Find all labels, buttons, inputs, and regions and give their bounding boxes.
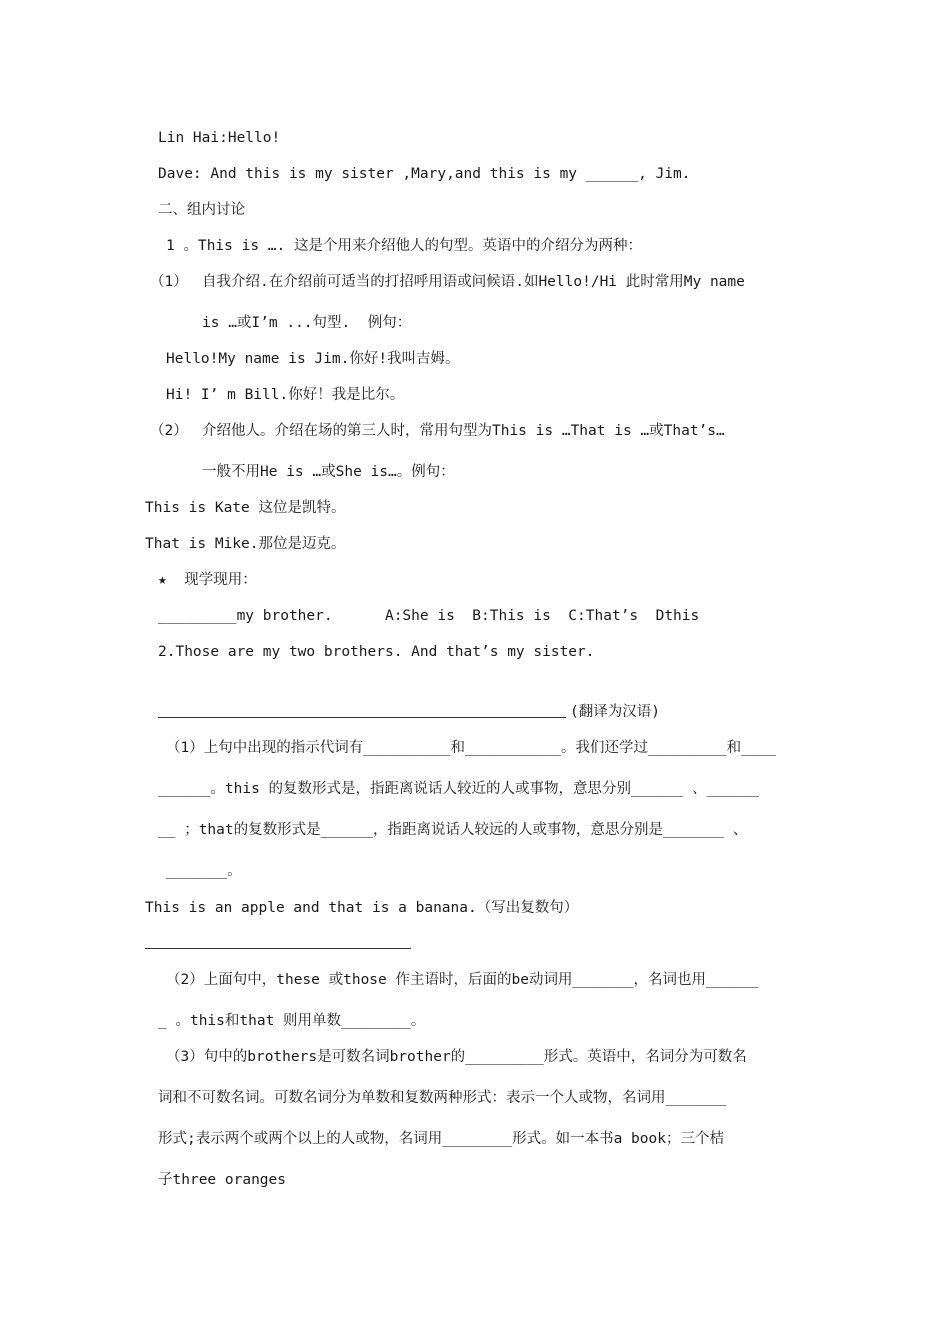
dialogue-line-linhai: Lin Hai:Hello!	[158, 130, 281, 146]
subpoint-1-text-cont: is …或I’m ...句型. 例句：	[202, 315, 412, 331]
translation-instruction: (翻译为汉语)	[570, 704, 660, 720]
practice-question-2: 2.Those are my two brothers. And that’s my sister.	[158, 644, 595, 660]
example-mike: That is Mike.那位是迈克。	[145, 536, 346, 552]
section-heading: 二、组内讨论	[158, 202, 245, 218]
point-1-intro: 1 。This is …. 这是个用来介绍他人的句型。英语中的介绍分为两种：	[166, 238, 642, 254]
question-3-line-4: 子three oranges	[158, 1172, 286, 1188]
dialogue-line-dave: Dave: And this is my sister ,Mary,and this is my ______, Jim.	[158, 166, 691, 182]
example-jim: Hello!My name is Jim.你好!我叫吉姆。	[166, 351, 460, 367]
question-1-line-3: __ ；that的复数形式是______，指距离说话人较远的人或事物，意思分别是_______ 、	[158, 822, 748, 838]
question-1-line-1: （1）上句中出现的指示代词有__________和___________。我们还学过_________和____	[166, 740, 777, 756]
subpoint-1-text: 自我介绍.在介绍前可适当的打招呼用语或问候语.如Hello!/Hi 此时常用My name	[202, 274, 745, 290]
subpoint-2-text: 介绍他人。介绍在场的第三人时，常用句型为This is …That is …或That’s…	[202, 423, 725, 439]
question-1-line-4: _______。	[166, 863, 242, 879]
subpoint-2-marker: （2）	[150, 423, 188, 439]
subpoint-2-text-cont: 一般不用He is …或She is…。例句：	[202, 464, 455, 480]
practice-heading: ★ 现学现用：	[158, 572, 257, 588]
question-3-line-1: （3）句中的brothers是可数名词brother的_________形式。英语中，名词分为可数名	[166, 1049, 747, 1065]
subpoint-1-marker: （1）	[150, 274, 188, 290]
question-1-line-2: ______。this 的复数形式是，指距离说话人较近的人或事物，意思分别______ 、______	[158, 781, 760, 797]
question-2-line-1: （2）上面句中，these 或those 作主语时，后面的be动词用_______，名词也用______	[166, 972, 759, 988]
example-kate: This is Kate 这位是凯特。	[145, 500, 346, 516]
plural-exercise: This is an apple and that is a banana.（写出复数句）	[145, 900, 579, 916]
question-2-line-2: _ 。this和that 则用单数________。	[158, 1013, 426, 1029]
practice-question-1: _________my brother. A:She is B:This is C:That’s Dthis	[158, 608, 700, 624]
question-3-line-2: 词和不可数名词。可数名词分为单数和复数两种形式：表示一个人或物，名词用_______	[158, 1090, 727, 1106]
translation-answer-line	[158, 717, 566, 718]
example-bill: Hi! I’ m Bill.你好！我是比尔。	[166, 387, 405, 403]
plural-answer-line	[145, 948, 411, 949]
question-3-line-3: 形式;表示两个或两个以上的人或物，名词用________形式。如一本书a book；三个桔	[158, 1131, 724, 1147]
